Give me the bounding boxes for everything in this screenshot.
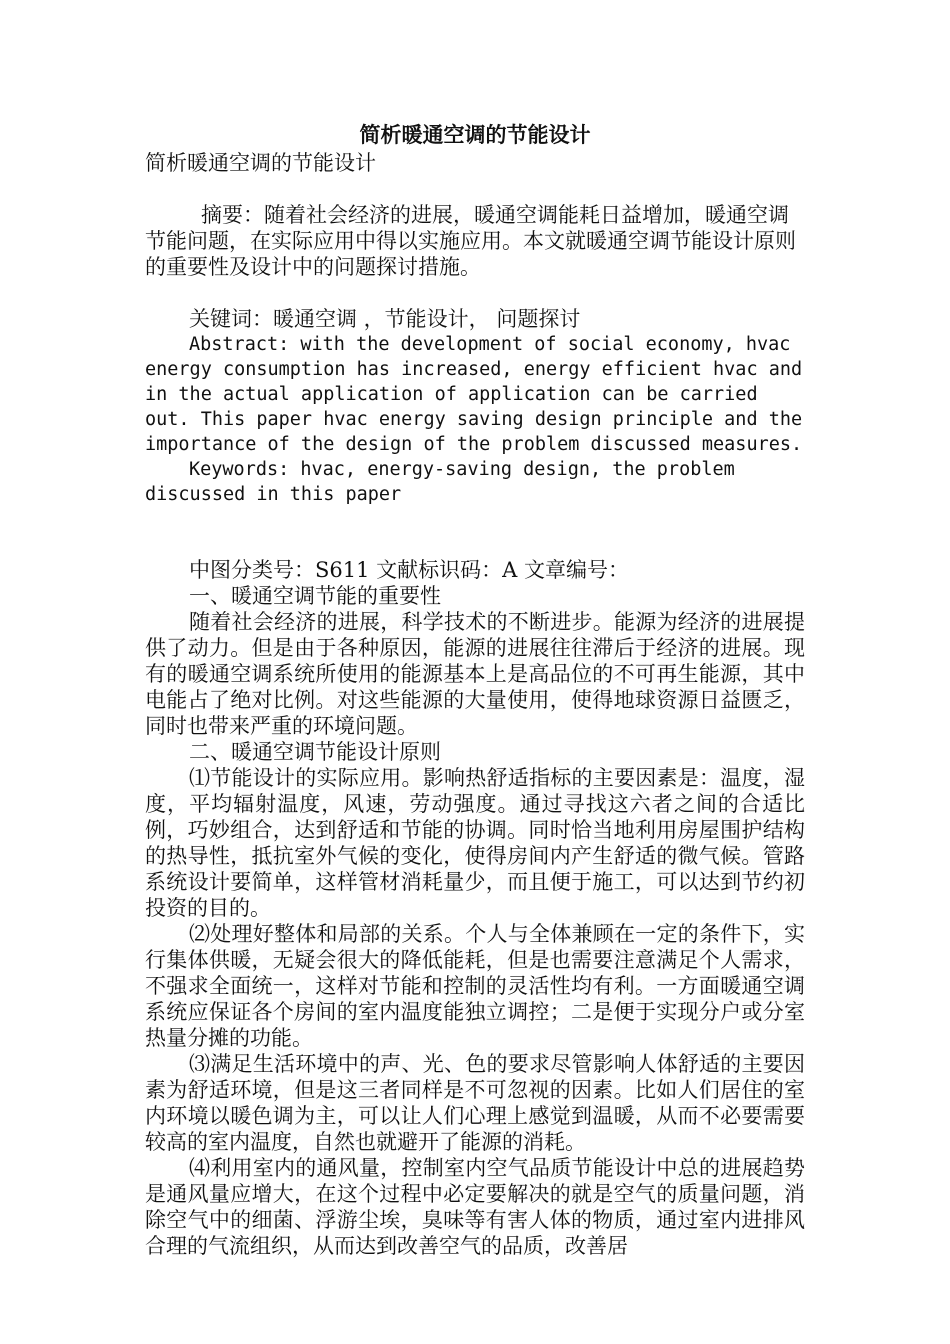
section2-paragraph-4: ⑷利用室内的通风量，控制室内空气品质节能设计中总的进展趋势是通风量应增大，在这个过程中必定要解决的就是空气的质量问题，消除空气中的细菌、浮游尘埃，臭味等有害人体的物质，通过室内进排风合理的气流组织，从而达到改善空气的品质，改善居 bbox=[145, 1156, 805, 1258]
document-subtitle: 简析暖通空调的节能设计 bbox=[145, 151, 376, 175]
keywords-chinese: 关键词：暖通空调 ，节能设计， 问题探讨 bbox=[189, 307, 581, 331]
classification-line: 中图分类号：S611 文献标识码：A 文章编号： bbox=[189, 558, 629, 582]
section2-paragraph-3: ⑶满足生活环境中的声、光、色的要求尽管影响人体舒适的主要因素为舒适环境，但是这三者同样是不可忽视的因素。比如人们居住的室内环境以暖色调为主，可以让人们心理上感觉到温暖，从而不必要需要较高的室内温度，自然也就避开了能源的消耗。 bbox=[145, 1052, 805, 1154]
abstract-english: Abstract: with the development of social economy, hvac energy consumption has increased, energy efficient hvac and in the actual application of application can be carried out. This paper hvac energy saving design principle and the importance of the design of the problem discussed measures. bbox=[145, 334, 803, 455]
keywords-english: Keywords: hvac, energy-saving design, the problem discussed in this paper bbox=[145, 459, 735, 505]
section2-paragraph-1: ⑴节能设计的实际应用。影响热舒适指标的主要因素是：温度，湿度，平均辐射温度，风速，劳动强度。通过寻找这六者之间的合适比例，巧妙组合，达到舒适和节能的协调。同时恰当地利用房屋围护结构的热导性，抵抗室外气候的变化，使得房间内产生舒适的微气候。管路系统设计要简单，这样管材消耗量少，而且便于施工，可以达到节约初投资的目的。 bbox=[145, 766, 805, 920]
document-title: 简析暖通空调的节能设计 bbox=[359, 122, 591, 147]
section2-paragraph-2: ⑵处理好整体和局部的关系。个人与全体兼顾在一定的条件下，实行集体供暖，无疑会很大的降低能耗，但是也需要注意满足个人需求，不强求全面统一，这样对节能和控制的灵活性均有利。一方面暖通空调系统应保证各个房间的室内温度能独立调控；二是便于实现分户或分室热量分摊的功能。 bbox=[145, 922, 805, 1050]
section1-paragraph-1: 随着社会经济的进展，科学技术的不断进步。能源为经济的进展提供了动力。但是由于各种原因，能源的进展往往滞后于经济的进展。现有的暖通空调系统所使用的能源基本上是高品位的不可再生能源，其中电能占了绝对比例。对这些能源的大量使用，使得地球资源日益匮乏，同时也带来严重的环境问题。 bbox=[145, 610, 805, 738]
abstract-chinese: 摘要：随着社会经济的进展，暖通空调能耗日益增加，暖通空调节能问题，在实际应用中得以实施应用。本文就暖通空调节能设计原则的重要性及设计中的问题探讨措施。 bbox=[145, 203, 796, 279]
section-heading-1: 一、暖通空调节能的重要性 bbox=[189, 584, 441, 608]
document-page bbox=[145, 120, 805, 1259]
spacer bbox=[145, 507, 805, 557]
section-heading-2: 二、暖通空调节能设计原则 bbox=[189, 740, 441, 764]
